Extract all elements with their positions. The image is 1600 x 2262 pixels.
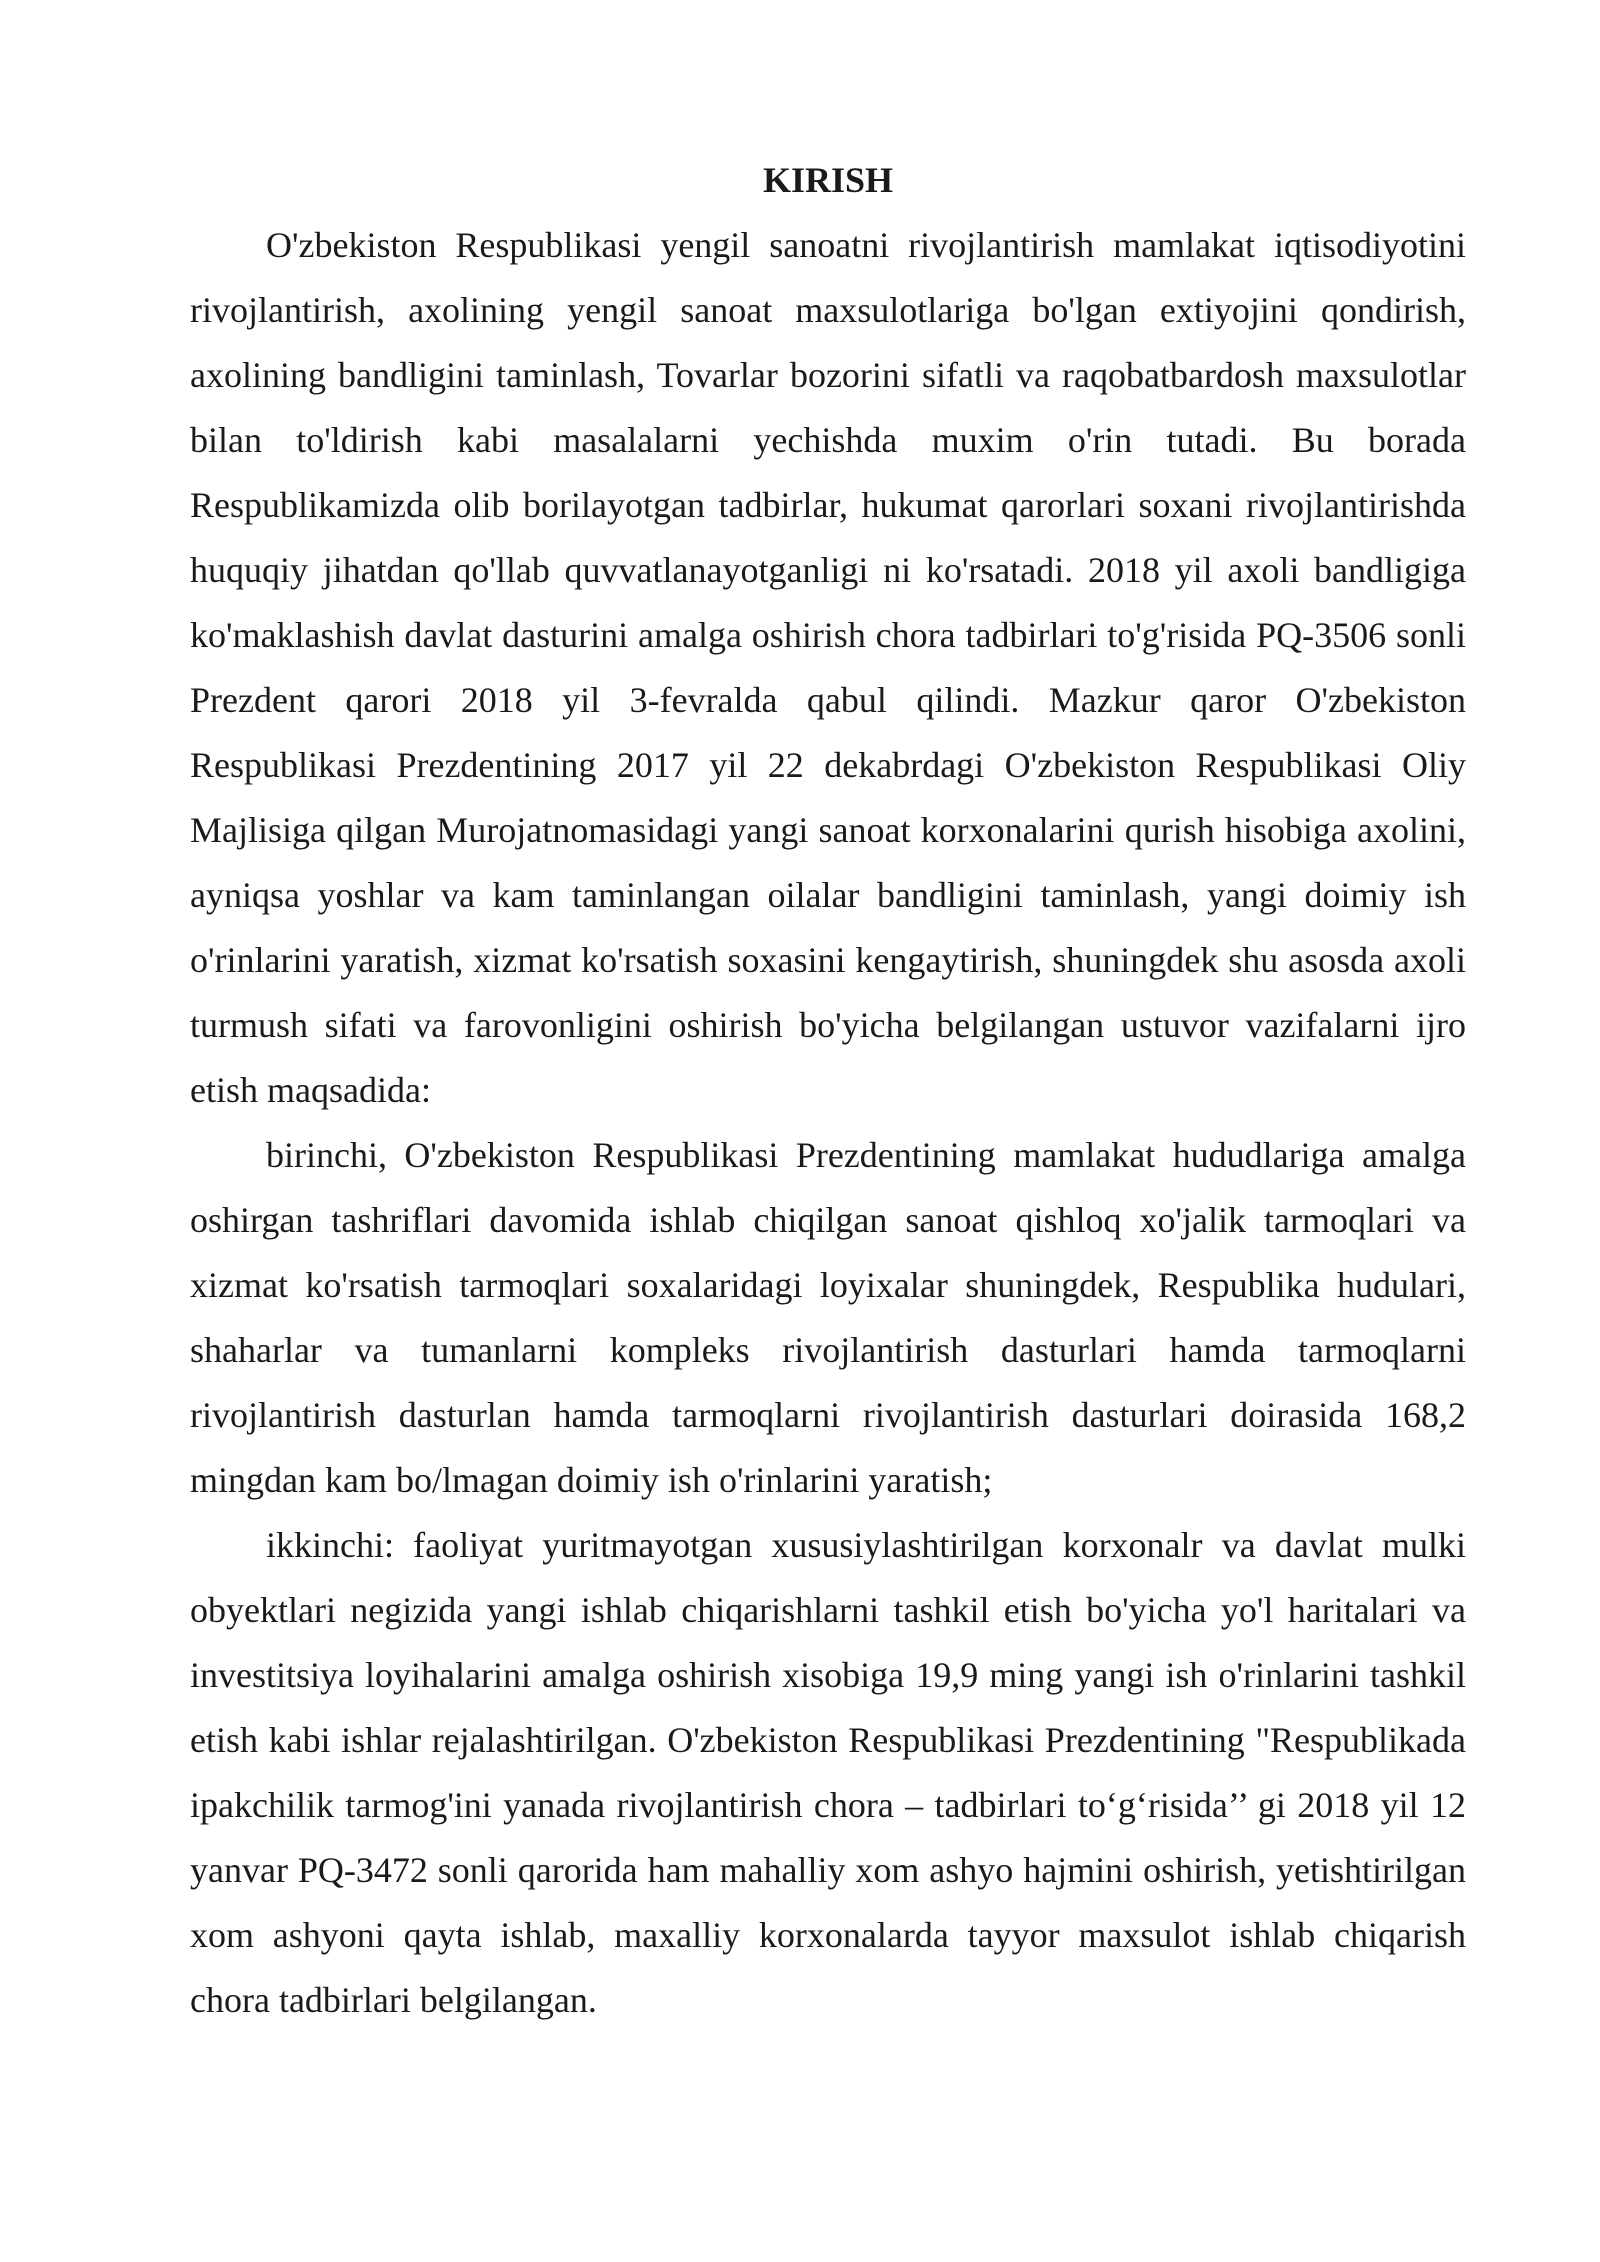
page-title: KIRISH bbox=[762, 160, 894, 200]
paragraph-intro: O'zbekiston Respublikasi yengil sanoatni rivojlantirish mamlakat iqtisodiyotini rivojlantirish, axolining yengil sanoat maxsulotlariga bo'lgan extiyojini qondirish, axolining bandligini taminlash, Tovarlar bozorini sifatli va raqobatbardosh maxsulotlar bilan to'ldirish kabi masalalarni yechishda muxim o'rin tutadi. Bu borada Respublikamizda olib borilayotgan tadbirlar, hukumat qarorlari soxani rivojlantirishda huquqiy jihatdan qo'llab quvvatlanayotganligi ni ko'rsatadi. 2018 yil axoli bandligiga ko'maklashish davlat dasturini amalga oshirish chora tadbirlari to'g'risida PQ-3506 sonli Prezdent qarori 2018 yil 3-fevralda qabul qilindi. Mazkur qaror O'zbekiston Respublikasi Prezdentining 2017 yil 22 dekabrdagi O'zbekiston Respublikasi Oliy Majlisiga qilgan Murojatnomasidagi yangi sanoat korxonalarini qurish hisobiga axolini, ayniqsa yoshlar va kam taminlangan oilalar bandligini taminlash, yangi doimiy ish o'rinlarini yaratish, xizmat ko'rsatish soxasini kengaytirish, shuningdek shu asosda axoli turmush sifati va farovonligini oshirish bo'yicha belgilangan ustuvor vazifalarni ijro etish maqsadida: bbox=[190, 225, 1466, 1110]
document-body bbox=[190, 148, 1466, 2033]
paragraph-first-point: birinchi, O'zbekiston Respublikasi Prezdentining mamlakat hududlariga amalga oshirgan tashriflari davomida ishlab chiqilgan sanoat qishloq xo'jalik tarmoqlari va xizmat ko'rsatish tarmoqlari soxalaridagi loyixalar shuningdek, Respublika hudulari, shaharlar va tumanlarni kompleks rivojlantirish dasturlari hamda tarmoqlarni rivojlantirish dasturlan hamda tarmoqlarni rivojlantirish dasturlari doirasida 168,2 mingdan kam bo/lmagan doimiy ish o'rinlarini yaratish; bbox=[190, 1135, 1466, 1500]
paragraph-second-point: ikkinchi: faoliyat yuritmayotgan xususiylashtirilgan korxonalr va davlat mulki obyektlari negizida yangi ishlab chiqarishlarni tashkil etish bo'yicha yo'l haritalari va investitsiya loyihalarini amalga oshirish xisobiga 19,9 ming yangi ish o'rinlarini tashkil etish kabi ishlar rejalashtirilgan. O'zbekiston Respublikasi Prezdentining "Respublikada ipakchilik tarmog'ini yanada rivojlantirish chora – tadbirlari to‘g‘risida’’ gi 2018 yil 12 yanvar PQ-3472 sonli qarorida ham mahalliy xom ashyo hajmini oshirish, yetishtirilgan xom ashyoni qayta ishlab, maxalliy korxonalarda tayyor maxsulot ishlab chiqarish chora tadbirlari belgilangan. bbox=[190, 1525, 1466, 2020]
